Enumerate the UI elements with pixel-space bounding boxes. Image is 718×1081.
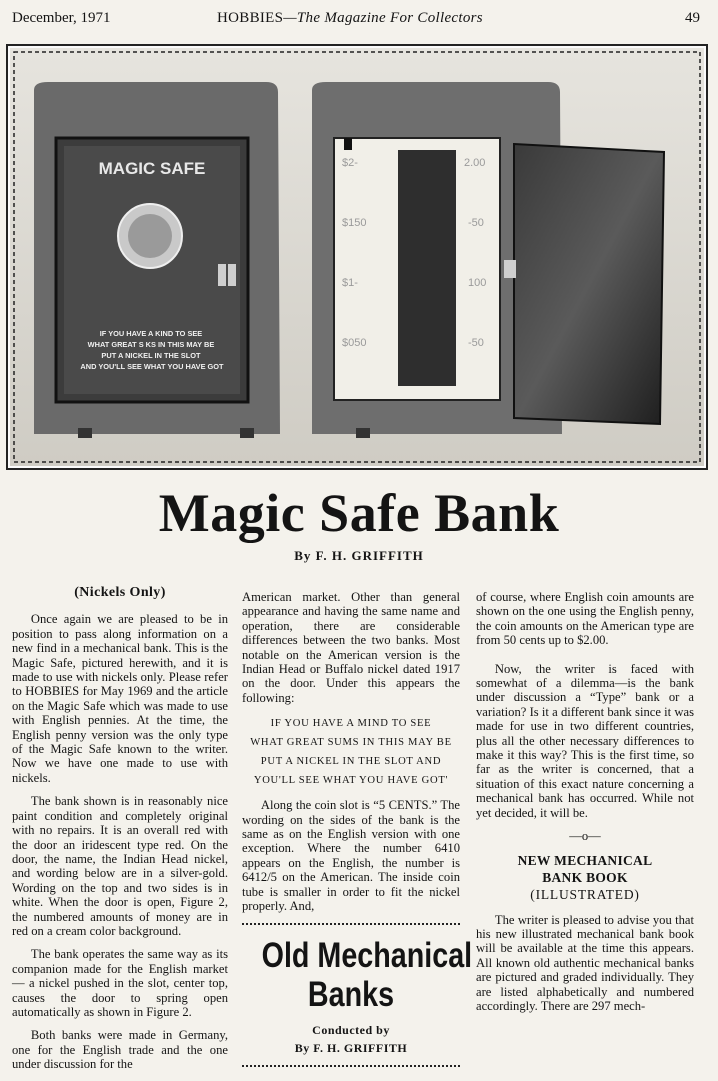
svg-text:-50: -50 xyxy=(468,217,484,229)
paragraph: Once again we are pleased to be in position to pass along information on a new find in a mechanical bank. This is the Magic Safe, pictured herewith, and it is made to use with nickels only. Please refer to HOBBIES for May 1969 and the article on the Magic Safe which was made to use with English pennies. At the time, the English penny version was the only type of the Magic Safe known to the writer. Now we have one made to use with nickels. xyxy=(12,612,228,785)
svg-text:$2-: $2- xyxy=(342,157,358,169)
column-2 xyxy=(242,590,473,1071)
paragraph: Now, the writer is faced with somewhat of a dilemma—is the bank under discussion a “Type” bank or a variation? Is it a different bank since it was made for use in two different countries, plus all the other necessary differences to make it this way? This is the first time, so far as the writer is concerned, that a situation of this exact nature concerning a mechanical bank has occurred. While not yet decided, it will be. xyxy=(476,661,694,820)
door-inscription: IF YOU HAVE A MIND TO SEE WHAT GREAT SUMS IN THIS MAY BE PUT A NICKEL IN THE SLOT AND YOU'LL SEE WHAT YOU HAVE GOT' xyxy=(250,718,452,787)
running-header xyxy=(12,10,700,32)
paragraph: of course, where English coin amounts are shown on the one using the English penny, the coin amounts on the American type are from 50 cents up to $2.00. xyxy=(476,590,694,648)
svg-text:$050: $050 xyxy=(342,337,367,349)
paragraph: Both banks were made in Germany, one for the English trade and the one under discussion for the xyxy=(12,1028,228,1072)
svg-text:$1-: $1- xyxy=(342,277,358,289)
safe-label: MAGIC SAFE xyxy=(98,159,206,178)
article-title: Magic Safe Bank xyxy=(158,483,560,543)
svg-text:IF YOU HAVE A KIND TO SEE: IF YOU HAVE A KIND TO SEE WHAT GREAT S KS IN THIS MAY BE PUT A NICKEL IN THE SLOT AND YOU'LL SEE WHAT YOU HAVE GOT xyxy=(80,329,224,371)
column-heading-box xyxy=(242,923,473,1069)
paragraph: The bank operates the same way as its companion made for the English market — a nickel pushed in the slot, center top, causes the door to spring open automatically as shown in Figure 2. xyxy=(12,947,228,1019)
article-byline: By F. H. GRIFFITH xyxy=(294,548,424,563)
svg-text:$150: $150 xyxy=(342,217,367,229)
magazine-title: HOBBIES—The Magazine For Collectors xyxy=(217,10,483,26)
page-number: 49 xyxy=(685,10,700,26)
column-1 xyxy=(12,586,228,1081)
conducted-by: Conducted by xyxy=(312,1022,390,1037)
column-name-line1: Old Mechanical xyxy=(261,935,473,975)
paragraph: The bank shown is in reasonably nice paint condition and completely original with no repairs. It is an overall red with the door an iridescent type red. On the door, the name, the Indian Head nickel, and wording below are in a silver-gold. Wording on the top and two sides is in white. When the door is open, Figure 2, the numbered amounts of money are in red on a cream color background. xyxy=(12,794,228,938)
column-name-line2: Banks xyxy=(307,974,395,1014)
paragraph: The writer is pleased to advise you that his new illustrated mechanical bank book will be available at the time this appears. All known old authentic mechanical banks are pictured and graded individually. They are listed alphabetically and numbered accordingly. There are 297 mech- xyxy=(476,912,694,1013)
column-author: By F. H. GRIFFITH xyxy=(294,1040,408,1055)
subheading: (Nickels Only) xyxy=(74,585,166,600)
safe-photograph xyxy=(6,44,708,470)
paragraph: Along the coin slot is “5 CENTS.” The wording on the sides of the bank is the same as on the English version with one exception. Where the number 6410 appears on the English, the number is 6412/5 on the American. The inside coin tube is smaller in order to fit the nickel properly. And, xyxy=(242,798,460,914)
issue-date: December, 1971 xyxy=(12,10,111,26)
svg-text:100: 100 xyxy=(468,277,487,289)
separator: —o— xyxy=(569,829,601,844)
svg-text:2.00: 2.00 xyxy=(464,157,486,169)
closed-safe xyxy=(34,82,280,438)
paragraph: American market. Other than general appearance and having the same name and operation, there are considerable differences between the two banks. Most notable on the American version is the Indian Head or Buffalo nickel dated 1917 on the door. Under this appears the following: xyxy=(242,590,460,705)
column-3 xyxy=(476,590,694,1022)
svg-text:-50: -50 xyxy=(468,337,484,349)
safe-door xyxy=(514,144,664,424)
section-heading: NEW MECHANICAL BANK BOOK (ILLUSTRATED) xyxy=(517,852,653,902)
